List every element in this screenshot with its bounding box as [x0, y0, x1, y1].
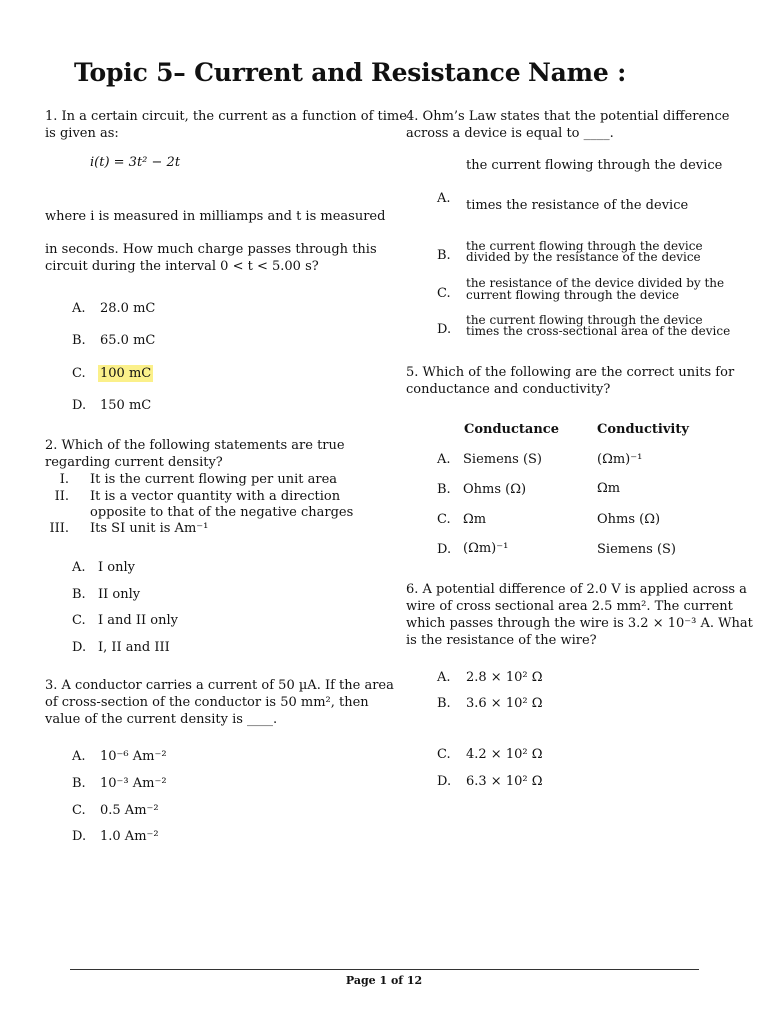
q5-row-c-conductance[interactable]: Ωm — [463, 512, 487, 527]
q4-option-a-line[interactable]: the current flowing through the device — [466, 158, 723, 173]
q6-option-d[interactable]: 6.3 × 10² Ω — [466, 774, 543, 789]
q3-option-letter: A. — [72, 749, 86, 764]
q2-statement: It is the current flowing per unit area — [90, 472, 338, 487]
q6-text-line: wire of cross sectional area 2.5 mm². The current — [406, 599, 733, 614]
page-title: Topic 5– Current and Resistance — [74, 58, 521, 87]
q5-row-letter: B. — [437, 482, 451, 497]
q4-option-letter: C. — [437, 286, 451, 301]
q1-option-b[interactable]: 65.0 mC — [100, 333, 156, 348]
q5-col-header-conductivity: Conductivity — [597, 422, 689, 437]
q2-option-a[interactable]: I only — [98, 560, 135, 575]
q6-option-letter: A. — [437, 670, 451, 685]
q5-row-a-conductance[interactable]: Siemens (S) — [463, 452, 543, 467]
q3-text-line: of cross-section of the conductor is 50 mm², then — [45, 695, 369, 710]
q3-option-letter: D. — [72, 829, 87, 844]
q1-equation: i(t) = 3t² − 2t — [90, 155, 181, 170]
q2-option-letter: B. — [72, 587, 86, 602]
q1-text-line: 1. In a certain circuit, the current as a function of time — [45, 109, 407, 124]
q1-option-a[interactable]: 28.0 mC — [100, 301, 156, 316]
q1-option-letter: A. — [72, 301, 86, 316]
q4-option-d-line[interactable]: times the cross-sectional area of the device — [466, 324, 731, 338]
q1-text-line: circuit during the interval 0 < t < 5.00 s? — [45, 259, 319, 274]
q2-option-letter: C. — [72, 613, 86, 628]
q6-text-line: 6. A potential difference of 2.0 V is applied across a — [406, 582, 747, 597]
q1-option-letter: D. — [72, 398, 87, 413]
q2-statement-num: III. — [49, 521, 69, 536]
q2-text-line: 2. Which of the following statements are true — [45, 438, 345, 453]
q5-row-letter: C. — [437, 512, 451, 527]
q5-row-a-conductivity[interactable]: (Ωm)⁻¹ — [597, 452, 643, 467]
q3-option-b[interactable]: 10⁻³ Am⁻² — [100, 776, 167, 791]
q5-row-b-conductance[interactable]: Ohms (Ω) — [463, 482, 527, 497]
q1-option-letter: B. — [72, 333, 86, 348]
q5-row-letter: A. — [437, 452, 451, 467]
q5-text-line: 5. Which of the following are the correct units for — [406, 365, 735, 380]
name-label: Name : — [528, 58, 627, 87]
q2-statement-num: II. — [54, 489, 69, 504]
q3-option-letter: B. — [72, 776, 86, 791]
q3-option-c[interactable]: 0.5 Am⁻² — [100, 803, 159, 818]
q2-option-c[interactable]: I and II only — [98, 613, 178, 628]
q5-row-b-conductivity[interactable]: Ωm — [597, 481, 621, 496]
q6-option-c[interactable]: 4.2 × 10² Ω — [466, 747, 543, 762]
q6-option-letter: D. — [437, 774, 452, 789]
q6-option-b[interactable]: 3.6 × 10² Ω — [466, 696, 543, 711]
q3-text-line: value of the current density is ____. — [45, 712, 278, 727]
page-number: Page 1 of 12 — [345, 974, 423, 987]
q2-option-letter: A. — [72, 560, 86, 575]
q4-option-a-line[interactable]: times the resistance of the device — [466, 198, 689, 213]
q2-option-letter: D. — [72, 640, 87, 655]
q4-option-c-line[interactable]: the resistance of the device divided by the — [466, 276, 725, 290]
q4-option-b-line[interactable]: divided by the resistance of the device — [466, 250, 701, 264]
q3-option-d[interactable]: 1.0 Am⁻² — [100, 829, 159, 844]
q6-option-letter: B. — [437, 696, 451, 711]
q5-row-letter: D. — [437, 542, 452, 557]
q1-option-d[interactable]: 150 mC — [100, 398, 152, 413]
q6-option-a[interactable]: 2.8 × 10² Ω — [466, 670, 543, 685]
q5-row-d-conductance[interactable]: (Ωm)⁻¹ — [463, 541, 509, 556]
q4-option-letter: B. — [437, 248, 451, 263]
q1-text-line: is given as: — [45, 126, 119, 141]
q2-option-b[interactable]: II only — [98, 587, 141, 602]
q1-option-c-highlighted[interactable]: 100 mC — [100, 366, 152, 381]
q1-text-line: in seconds. How much charge passes through this — [45, 242, 377, 257]
q4-option-c-line[interactable]: current flowing through the device — [466, 288, 680, 302]
q6-option-letter: C. — [437, 747, 451, 762]
q2-statement: Its SI unit is Am⁻¹ — [90, 521, 209, 536]
q6-text-line: is the resistance of the wire? — [406, 633, 597, 648]
q5-row-d-conductivity[interactable]: Siemens (S) — [597, 542, 677, 557]
q5-col-header-conductance: Conductance — [464, 422, 559, 437]
q4-text-line: 4. Ohm’s Law states that the potential difference — [406, 109, 730, 124]
q4-option-d-line[interactable]: the current flowing through the device — [466, 313, 703, 327]
q2-statement: It is a vector quantity with a direction — [90, 489, 341, 504]
q3-option-letter: C. — [72, 803, 86, 818]
q4-option-letter: D. — [437, 322, 452, 337]
q2-statement-num: I. — [59, 472, 69, 487]
q4-option-letter: A. — [437, 191, 451, 206]
q4-option-b-line[interactable]: the current flowing through the device — [466, 239, 703, 253]
q2-text-line: regarding current density? — [45, 455, 223, 470]
q1-text-line: where i is measured in milliamps and t is measured — [45, 209, 386, 224]
q6-text-line: which passes through the wire is 3.2 × 10⁻³ A. What — [406, 616, 753, 631]
q1-option-letter: C. — [72, 366, 86, 381]
q2-option-d[interactable]: I, II and III — [98, 640, 170, 655]
q3-option-a[interactable]: 10⁻⁶ Am⁻² — [100, 749, 167, 764]
q3-text-line: 3. A conductor carries a current of 50 µA. If the area — [45, 678, 394, 693]
q5-text-line: conductance and conductivity? — [406, 382, 611, 397]
q4-text-line: across a device is equal to ____. — [406, 126, 614, 141]
q2-statement: opposite to that of the negative charges — [90, 505, 354, 520]
q5-row-c-conductivity[interactable]: Ohms (Ω) — [597, 512, 661, 527]
footer-divider — [70, 969, 699, 970]
